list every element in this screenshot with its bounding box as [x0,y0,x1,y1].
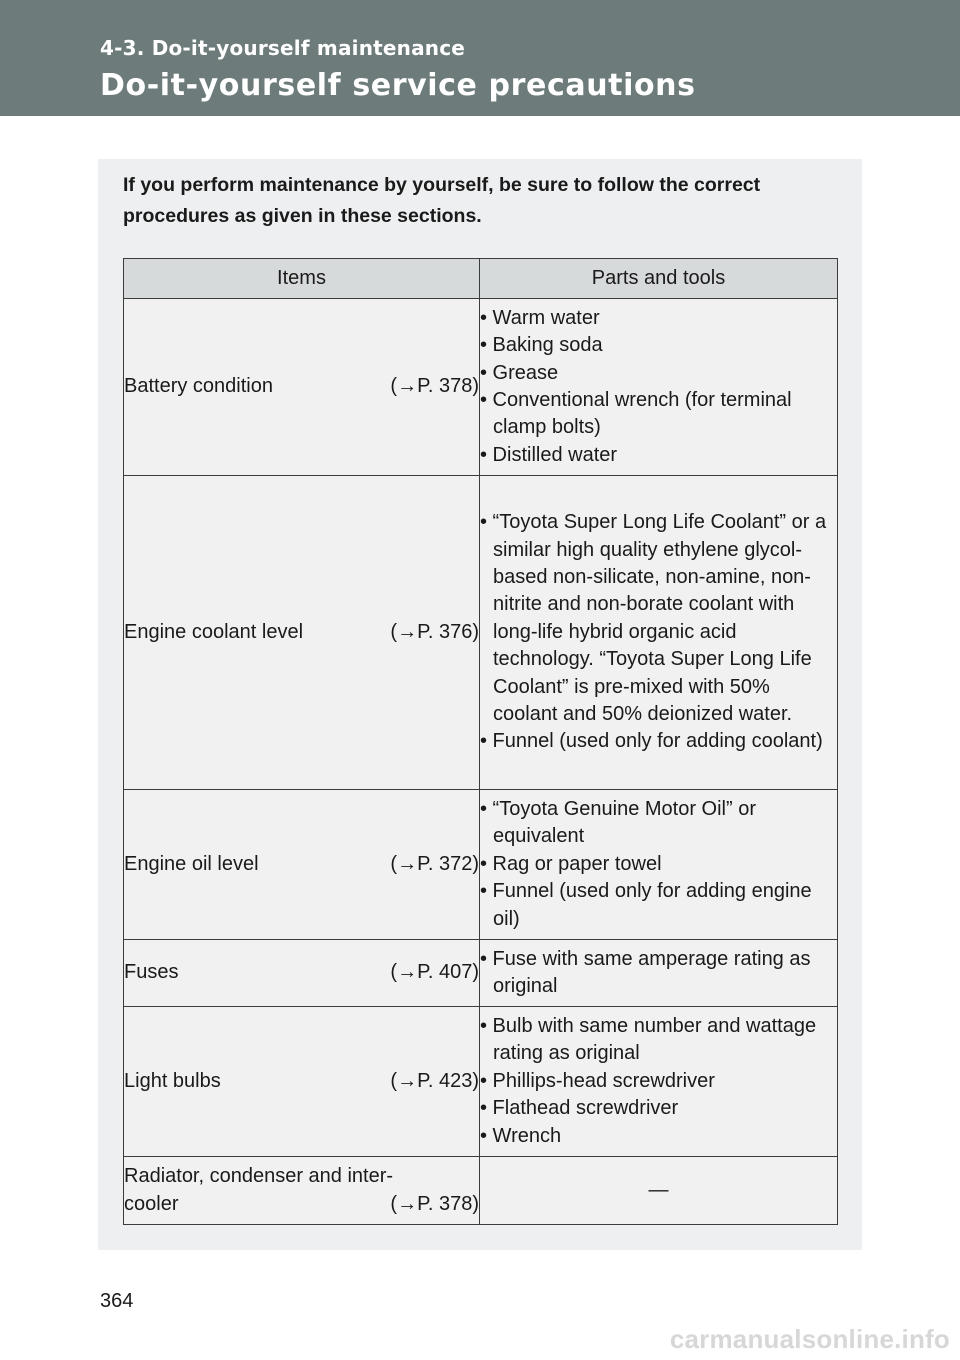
item-cell [124,476,480,790]
table-row [124,940,838,1007]
item-cell [124,299,480,476]
tool-item: • Conventional wrench (for terminal clamp bolts) [480,389,792,439]
item-cell [124,790,480,940]
item-name-continued: cooler [124,1192,179,1215]
tools-cell [480,299,838,476]
tool-item: • Warm water [480,306,600,329]
page-reference: (→P. 376) [390,620,479,643]
item-name: Engine coolant level [124,620,304,643]
item-name: Fuses [124,961,179,984]
tool-item: • Rag or paper towel [480,852,662,875]
item-name: Battery condition [124,375,273,398]
tool-item: • Wrench [480,1124,562,1147]
tool-item: • Distilled water [480,443,618,466]
tools-cell [480,1157,838,1225]
tool-item: • Phillips-head screwdriver [480,1069,715,1092]
tool-item: • Grease [480,361,559,384]
table-row [124,299,838,476]
tools-cell [480,1007,838,1157]
table-header-row [124,259,838,299]
tools-cell [480,940,838,1007]
page-reference: (→P. 372) [390,852,479,875]
tool-item: • Flathead screwdriver [480,1097,679,1120]
page-reference: (→P. 378) [390,1192,479,1215]
section-label: 4-3. Do-it-yourself maintenance [100,36,466,60]
page-reference: (→P. 423) [390,1069,479,1092]
page-reference: (→P. 378) [390,375,479,398]
item-name: Light bulbs [124,1069,221,1092]
table-row [124,1157,838,1225]
page-reference: (→P. 407) [390,961,479,984]
tools-cell [480,476,838,790]
tool-item: • Fuse with same amperage rating as original [480,947,811,997]
watermark-logo: carmanualsonline.info [669,1324,950,1354]
column-header-parts: Parts and tools [480,259,838,299]
tool-item: • Bulb with same number and wattage rating as original [480,1014,817,1065]
item-cell [124,1007,480,1157]
page-title: Do-it-yourself service precautions [100,68,696,103]
intro-text: If you perform maintenance by yourself, be sure to follow the correct procedures as given in these sections. [123,174,761,227]
table-row [124,790,838,940]
item-cell [124,1157,480,1225]
tool-item: • Funnel (used only for adding coolant) [480,730,823,753]
tool-item: • “Toyota Super Long Life Coolant” or a similar high quality ethylene glycol-based non-silicate, non-amine, non-nitrite and non-borate coolant with long-life hybrid organic acid technology. “Toyota Super Long Life Coolant” is pre-mixed with 50% coolant and 50% deionized water. [480,511,827,726]
item-name: Radiator, condenser and inter- [124,1165,394,1188]
tool-item: • “Toyota Genuine Motor Oil” or equivalent [480,797,756,848]
tool-item: • Baking soda [480,334,603,357]
tool-item: • Funnel (used only for adding engine oil) [480,880,812,930]
table-row [124,476,838,790]
column-header-items: Items [124,259,480,299]
tools-cell [480,790,838,940]
page-number: 364 [100,1290,134,1312]
item-cell [124,940,480,1007]
table-row [124,1007,838,1157]
empty-dash: — [648,1178,669,1201]
parts-table [123,258,838,1225]
item-name: Engine oil level [124,852,259,875]
